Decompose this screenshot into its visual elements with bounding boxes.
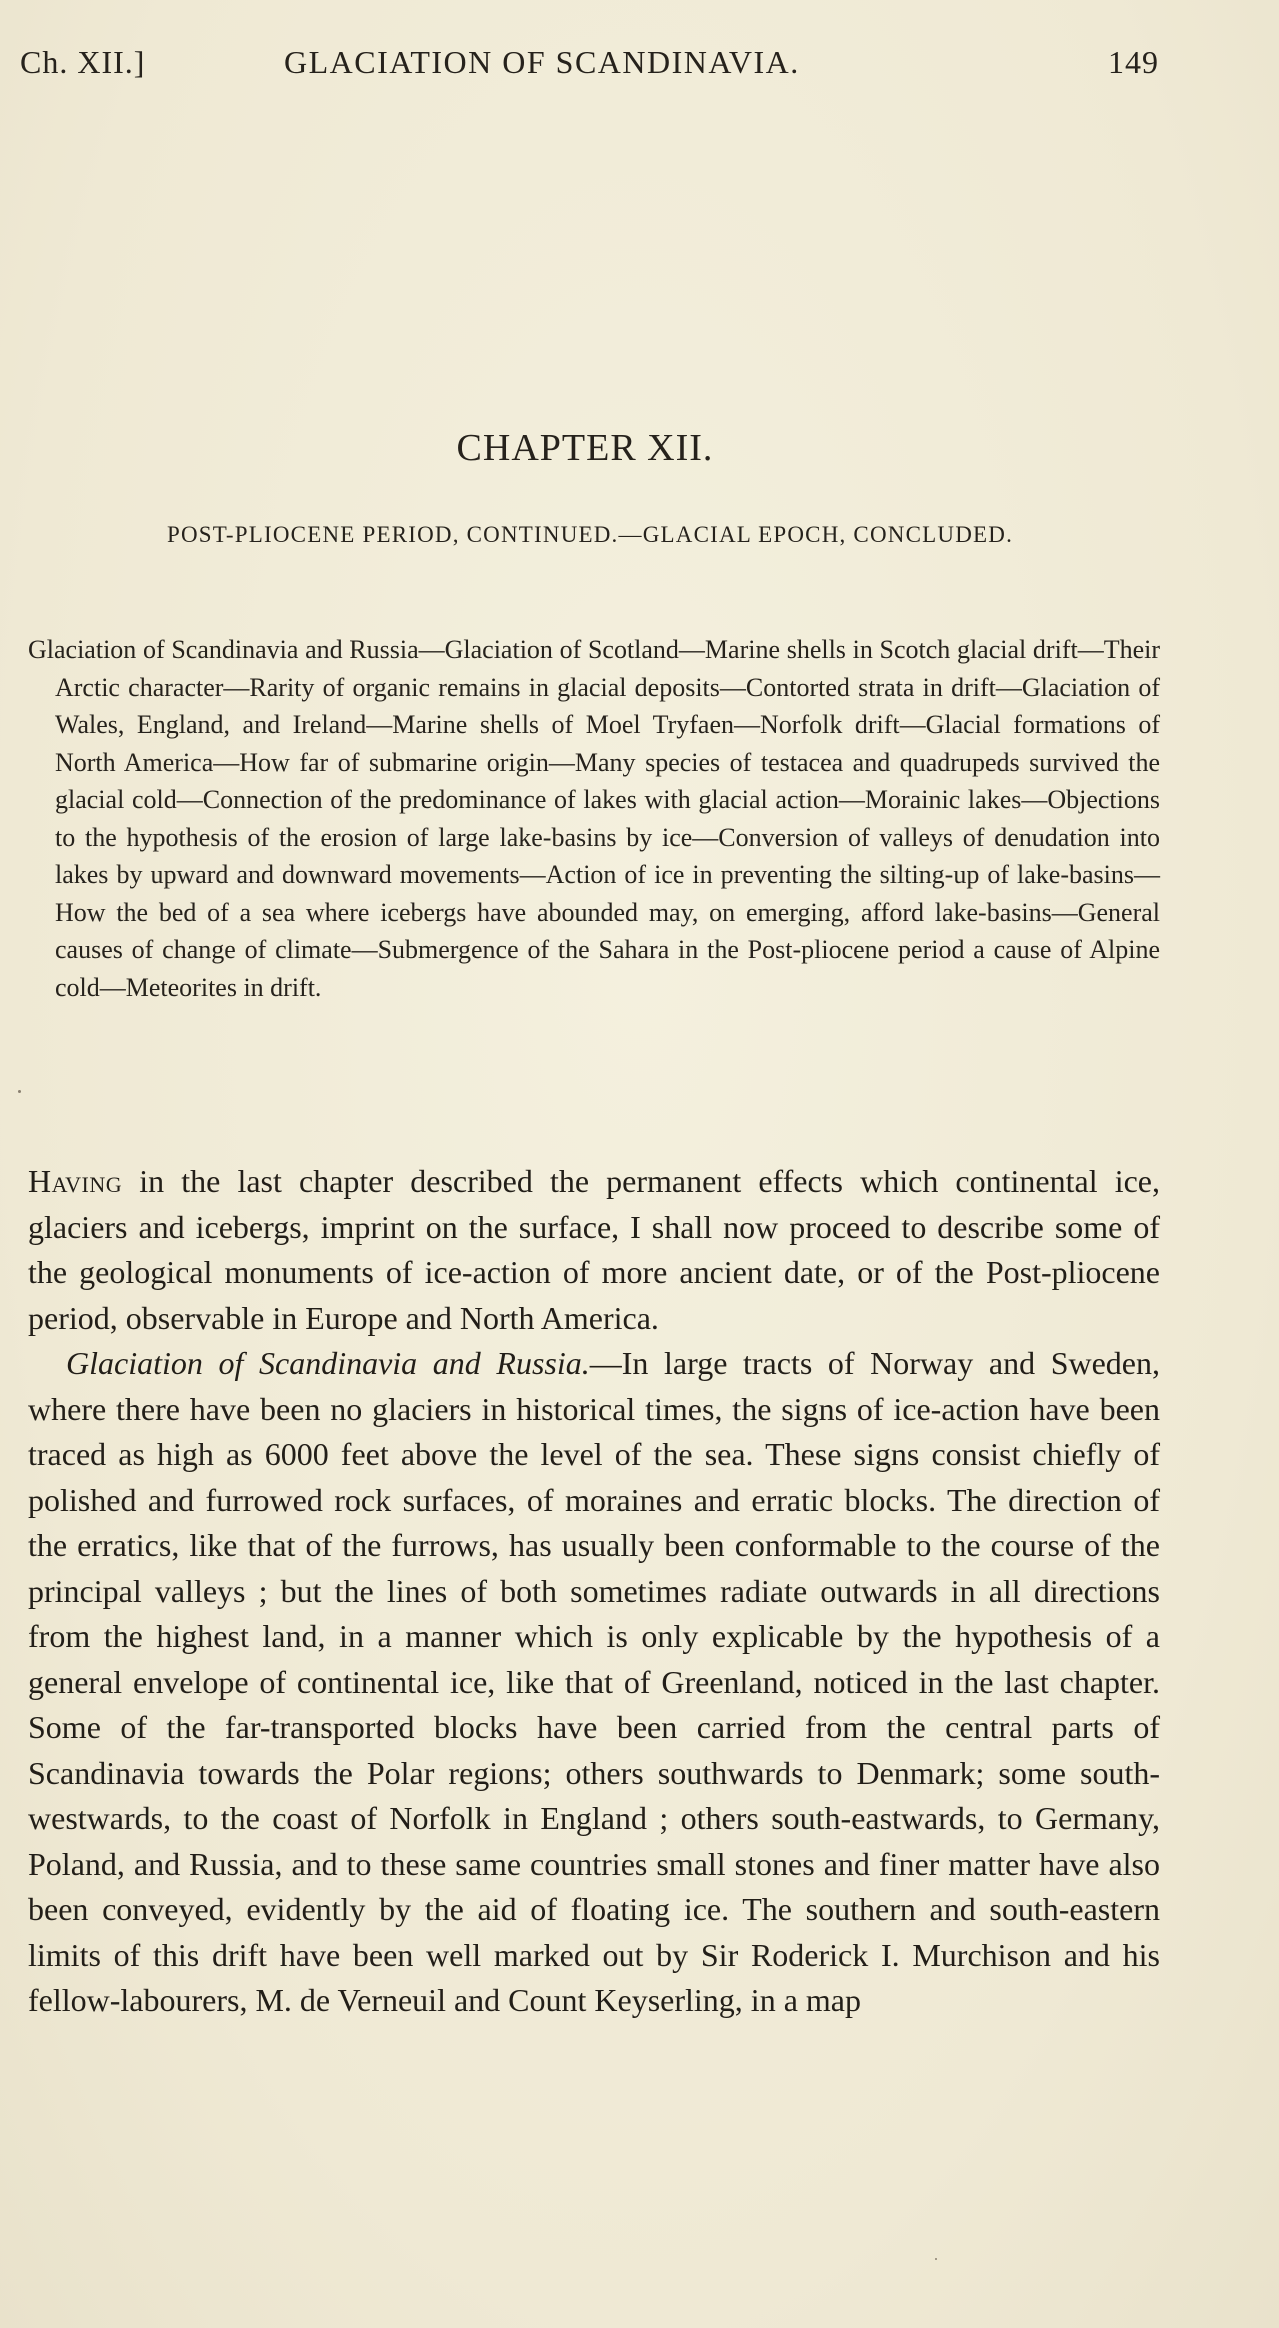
paragraph-1 bbox=[28, 1159, 1160, 1341]
section-heading: Glaciation of Scandinavia and Russia. bbox=[66, 1345, 590, 1381]
running-title: GLACIATION OF SCANDINAVIA. bbox=[284, 44, 800, 80]
paragraph-1-text: in the last chapter described the permanent effects which continental ice, glaciers and icebergs, imprint on the surface, I shall now proceed to describe some of the geological monuments of ice-action of more ancient date, or of the Post-pliocene period, observable in Europe and North America. bbox=[28, 1163, 1160, 1336]
paragraph-2-text: —In large tracts of Norway and Sweden, where there have been no glaciers in historical times, the signs of ice-action have been traced as high as 6000 feet above the level of the sea. These signs consist chiefly of polished and furrowed rock surfaces, of moraines and erratic blocks. The direction of the erratics, like that of the furrows, has usually been conformable to the course of the principal valleys ; but the lines of both sometimes radiate outwards in all directions from the highest land, in a manner which is only explicable by the hypothesis of a general envelope of continental ice, like that of Greenland, noticed in the last chapter. Some of the far-transported blocks have been carried from the central parts of Scandinavia towards the Polar regions; others southwards to Denmark; some south-westwards, to the coast of Norfolk in England ; others south-eastwards, to Germany, Poland, and Russia, and to these same countries small stones and finer matter have also been conveyed, evidently by the aid of floating ice. The southern and south-eastern limits of this drift have been well marked out by Sir Roderick I. Murchison and his fellow-labourers, M. de Verneuil and Count Keyserling, in a map bbox=[28, 1345, 1161, 2018]
paragraph-lead-word: Having bbox=[28, 1163, 123, 1199]
chapter-reference: Ch. XII.] bbox=[20, 44, 146, 80]
running-header bbox=[20, 44, 1159, 84]
paper-speck bbox=[18, 1090, 21, 1093]
paper-speck bbox=[935, 2258, 937, 2260]
chapter-synopsis: Glaciation of Scandinavia and Russia—Glaciation of Scotland—Marine shells in Scotch glacial drift—Their Arctic character—Rarity of organic remains in glacial deposits—Contorted strata in drift—Glaciation of Wales, England, and Ireland—Marine shells of Moel Tryfaen—Norfolk drift—Glacial formations of North America—How far of submarine origin—Many species of testacea and quadrupeds survived the glacial cold—Connection of the predominance of lakes with glacial action—Morainic lakes—Objections to the hypothesis of the erosion of large lake-basins by ice—Conversion of valleys of denudation into lakes by upward and downward movements—Action of ice in preventing the silting-up of lake-basins—How the bed of a sea where icebergs have abounded may, on emerging, afford lake-basins—General causes of change of climate—Submergence of the Sahara in the Post-pliocene period a cause of Alpine cold—Meteorites in drift. bbox=[28, 635, 1160, 1002]
chapter-subtitle: POST-PLIOCENE PERIOD, CONTINUED.—GLACIAL EPOCH, CONCLUDED. bbox=[166, 522, 1014, 547]
body-text bbox=[28, 1159, 1160, 2024]
page-number: 149 bbox=[1108, 44, 1159, 80]
chapter-title: CHAPTER XII. bbox=[456, 427, 714, 469]
paragraph-2 bbox=[28, 1341, 1160, 2024]
